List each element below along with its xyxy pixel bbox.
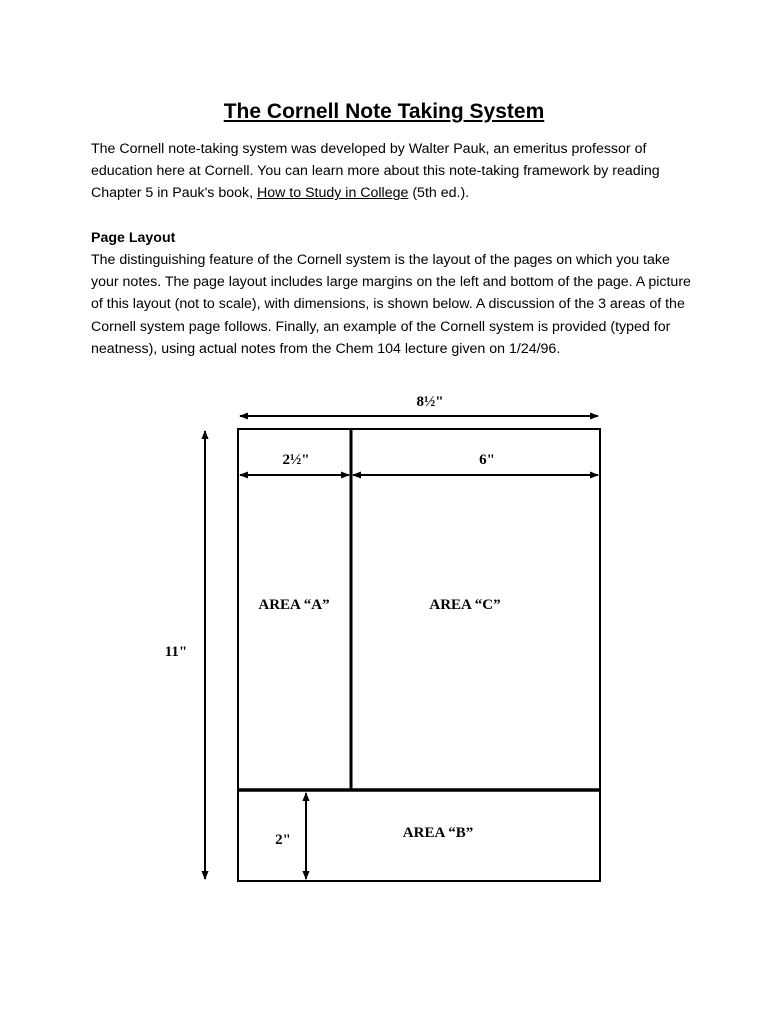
bottom-height-label: 2" bbox=[275, 832, 291, 848]
right-width-label: 6" bbox=[479, 452, 495, 468]
document-title: The Cornell Note Taking System bbox=[223, 100, 545, 123]
area-a-label: AREA “A” bbox=[258, 597, 330, 613]
section-body: The distinguishing feature of the Cornell system is the layout of the pages on which you take your notes. The page layout includes large margins on the left and bottom of the page. A picture of this layout (not to scale), with dimensions, is shown below. A discussion of the 3 areas of the Cornell system page follows. Finally, an example of the Cornell system is provided (typed for neatness), using actual notes from the Chem 104 lecture given on 1/24/96. bbox=[91, 252, 691, 357]
area-c-label: AREA “C” bbox=[429, 597, 501, 613]
intro-text-end: (5th ed.). bbox=[408, 185, 470, 202]
book-title: How to Study in College bbox=[256, 185, 409, 202]
section-heading: Page Layout bbox=[91, 230, 176, 246]
height-label: 11" bbox=[164, 644, 188, 660]
intro-text: The Cornell note-taking system was developed by Walter Pauk, an emeritus professor of education here at Cornell. You can learn more about this note-taking framework by reading Chapter 5 in Pauk's book, bbox=[91, 141, 660, 202]
total-width-label: 8½" bbox=[416, 394, 444, 410]
left-width-label: 2½" bbox=[282, 452, 310, 468]
area-b-label: AREA “B” bbox=[402, 825, 474, 841]
page-outline bbox=[238, 429, 600, 881]
